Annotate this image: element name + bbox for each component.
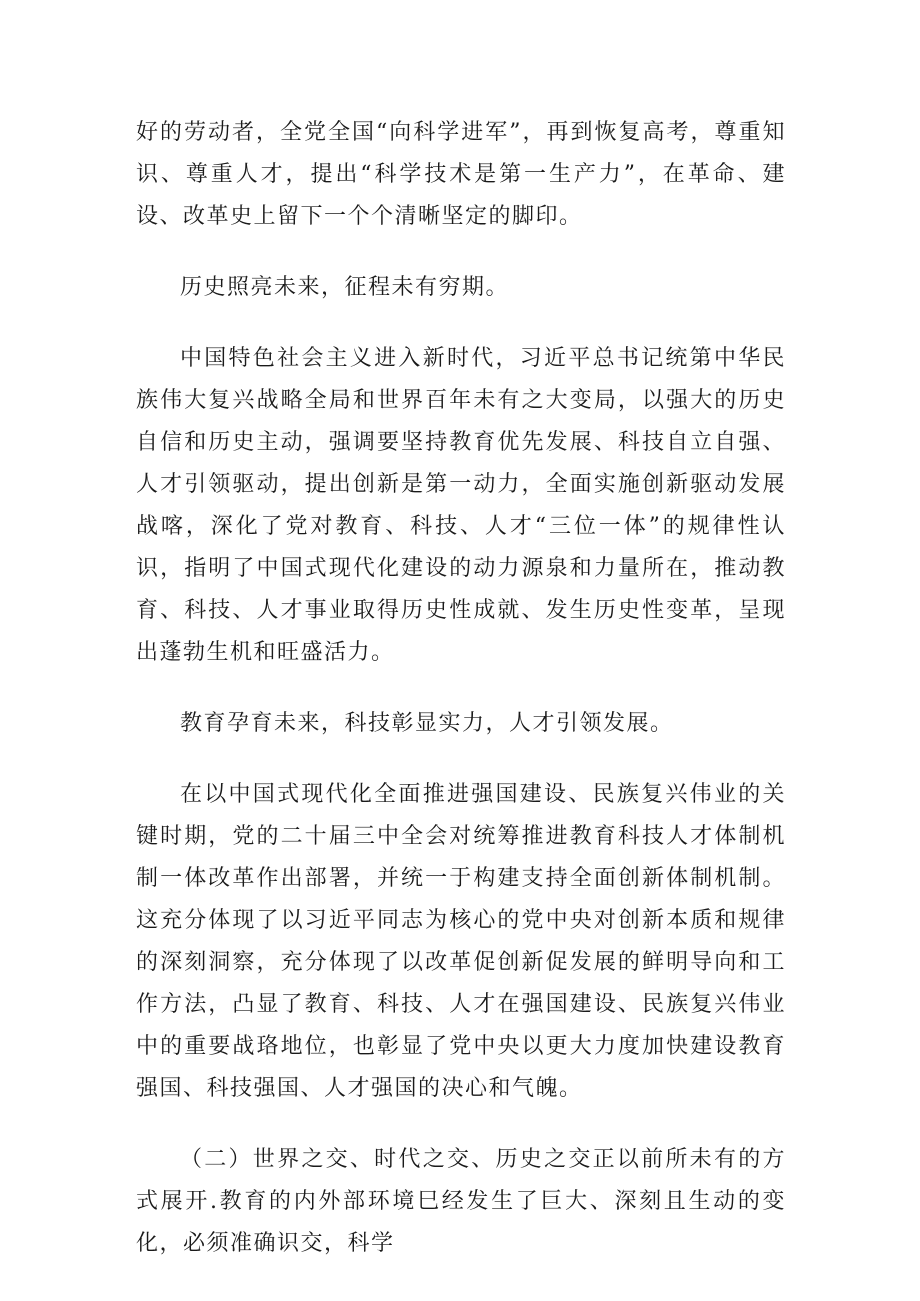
paragraph-history-future: 历史照亮未来，征程未有穷期。 <box>180 275 510 300</box>
paragraph-continuation: 好的劳动者，全党全国“向科学进军”，再到恢复高考，尊重知识、尊重人才，提出“科学技术是第一生产力”，在革命、建设、改革史上留下一个个清晰坚定的脚印。 <box>136 120 786 229</box>
document-body <box>136 112 786 1294</box>
paragraph-reform-plenary: 在以中国式现代化全面推进强国建设、民族复兴伟业的关键时期，党的二十届三中全会对统筹推进教育科技人才体制机制一体改革作出部署，并统一于构建支持全面创新体制机制。这充分体现了以习近平同志为核心的党中央对创新本质和规律的深刻洞察，充分体现了以改革促创新促发展的鲜明导向和工作方法，凸显了教育、科技、人才在强国建设、民族复兴伟业中的重要战珞地位，也彰显了党中央以更大力度加快建设教育强国、科技强国、人才强国的决心和气魄。 <box>136 782 786 1101</box>
paragraph-education-tech-talent: 教育孕育未来，科技彰显实力，人才引领发展。 <box>180 711 674 736</box>
paragraph-new-era: 中国特色社会主义进入新时代，习近平总书记统第中华民族伟大复兴战略全局和世界百年未有之大变局，以强大的历史自信和历史主动，强调要坚持教育优先发展、科技自立自强、人才引领驱动，提出创新是第一动力，全面实施创新驱动发展战喀，深化了党对教育、科技、人才“三位一体”的规律性认识，指明了中国式现代化建设的动力源泉和力量所在，推动教育、科技、人才事业取得历史性成就、发生历史性变革，呈现出蓬勃生机和旺盛活力。 <box>136 346 786 665</box>
paragraph-section-two: （二）世界之交、时代之交、历史之交正以前所未有的方式展开.教育的内外部环境巳经发生了巨大、深刻且生动的变化，必须准确识交，科学 <box>136 1147 786 1256</box>
